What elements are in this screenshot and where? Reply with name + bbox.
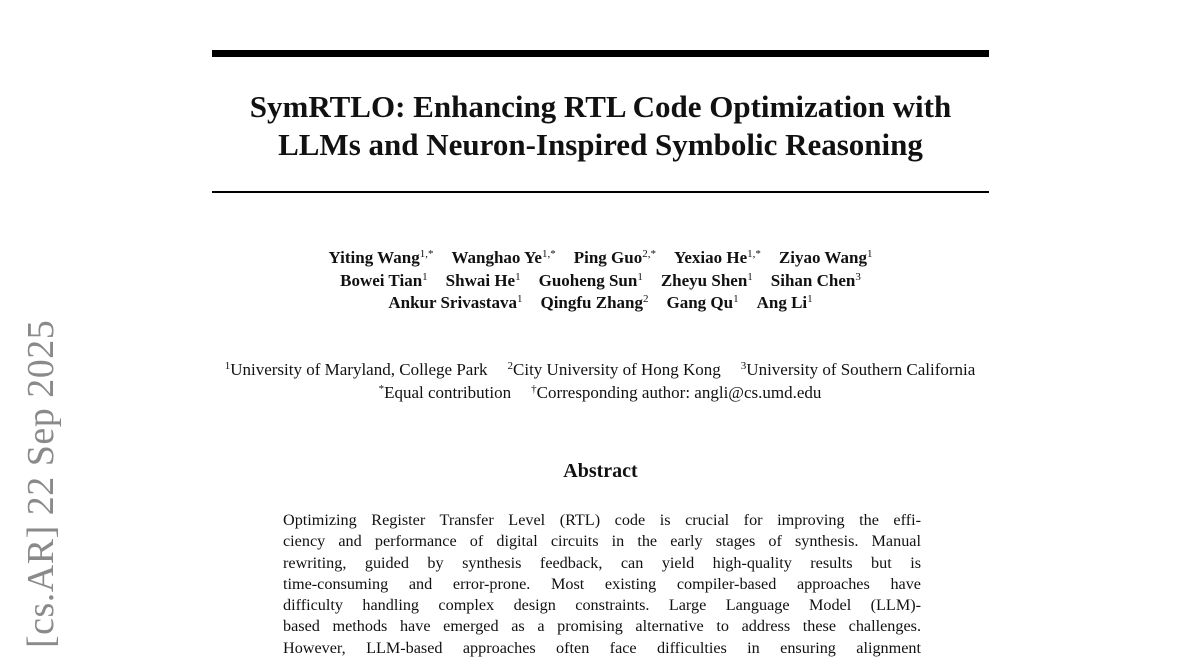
author: Shwai He$^1$ [445, 270, 521, 290]
author-block [212, 247, 989, 315]
author-line [212, 270, 989, 293]
abstract-line: Optimizing Register Transfer Level (RTL) code is crucial for improving the effi- [283, 511, 921, 529]
author: Gang Qu$^1$ [666, 293, 739, 312]
abstract-body [283, 510, 921, 659]
equal-contribution-note: *Equal contribution [378, 383, 512, 402]
affiliation: $^2$City University of Hong Kong [507, 360, 721, 379]
affiliation: $^1$University of Maryland, College Park [224, 360, 488, 379]
author: Ang Li$^1$ [756, 293, 813, 312]
author: Ping Guo$^{2,*}$ [573, 248, 656, 267]
arxiv-side-stamp: [cs.AR] 22 Sep 2025 [20, 319, 62, 648]
author: Sihan Chen$^3$ [770, 270, 861, 290]
author: Yexiao $He^{1,*}$ [673, 248, 761, 267]
notes-line [200, 381, 1000, 404]
author-line [212, 292, 989, 315]
title-bottom-rule [212, 191, 989, 193]
abstract-line: time-consuming and error-prone. Most existing compiler-based approaches have [283, 574, 921, 593]
author-line [212, 247, 989, 270]
abstract-line: based methods have emerged as a promising alternative to address these challenges. [283, 617, 921, 636]
abstract-line: difficulty handling complex design constraints. Large Language Model (LLM)- [283, 596, 921, 615]
title-top-rule [212, 50, 989, 57]
corresponding-author-note: †Corresponding author: angli@cs.umd.edu [531, 383, 822, 402]
title-line: SymRTLO: Enhancing RTL Code Optimization with [249, 89, 952, 124]
author: Wanghao $Ye^{1,*}$ [451, 248, 556, 267]
author: Zheyu Shen$^1$ [660, 270, 753, 290]
title-line: LLMs and Neuron-Inspired Symbolic Reasoning [278, 127, 923, 162]
author: Ankur Srivastava$^1$ [388, 293, 523, 312]
author: Bowei Tian$^1$ [340, 270, 428, 290]
author: Guoheng Sun$^1$ [538, 270, 643, 290]
affiliation: $^3$University of Southern California [740, 360, 976, 379]
affiliation-line [200, 358, 1000, 381]
author: Qingfu Zhang$^2$ [540, 293, 649, 312]
abstract-line: However, LLM-based approaches often face difficulties in ensuring alignment [283, 638, 921, 657]
author: Yiting Wang$^{1,*}$ [328, 248, 434, 267]
author: Ziyao Wang$^1$ [778, 248, 873, 267]
affiliation-block [200, 358, 1000, 404]
paper-title [212, 88, 989, 164]
abstract-heading: Abstract [563, 460, 638, 482]
abstract-line: ciency and performance of digital circuits in the early stages of synthesis. Manual [283, 532, 921, 551]
abstract-line: rewriting, guided by synthesis feedback, can yield high-quality results but is [283, 553, 921, 572]
